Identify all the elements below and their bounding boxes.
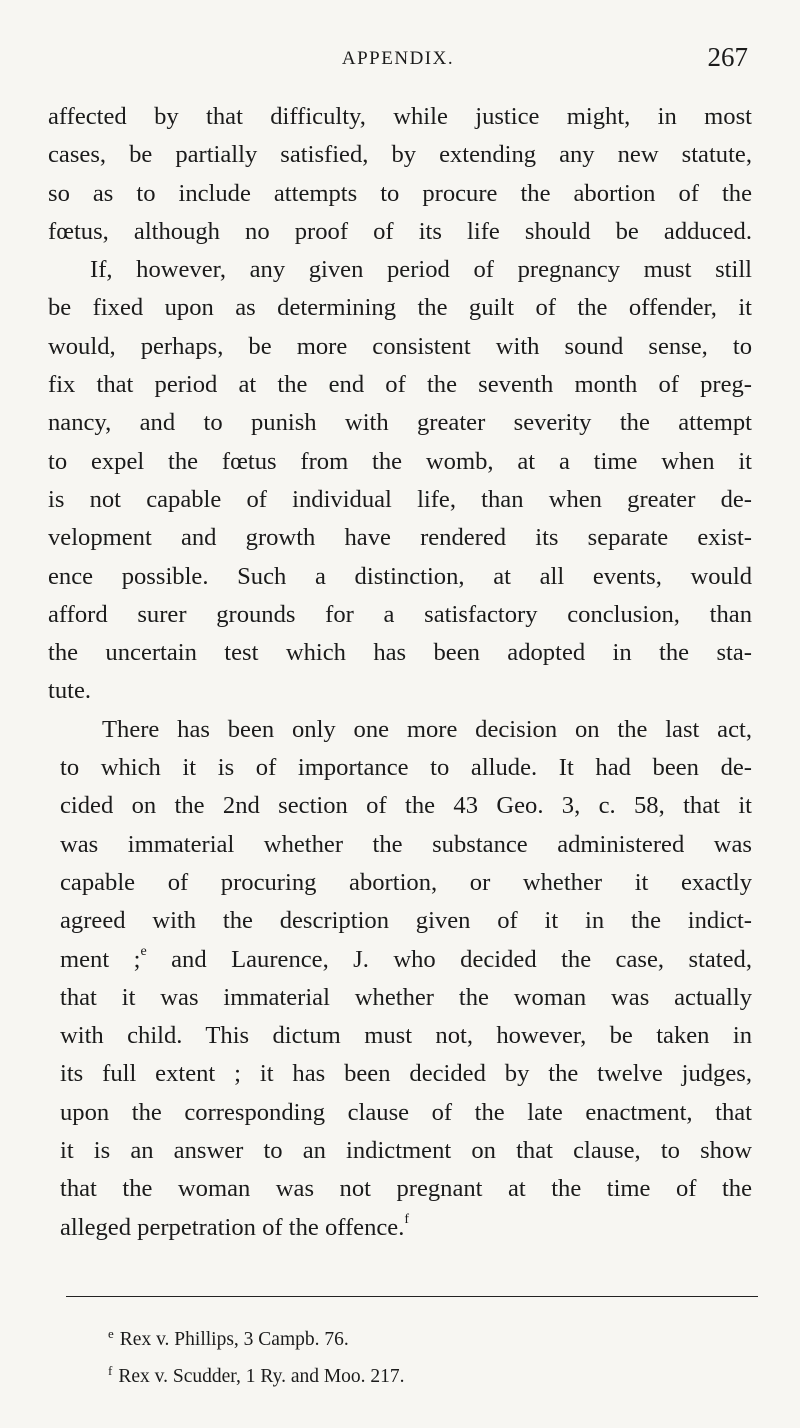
text-line: to which it is of importance to allude. It had been de- <box>60 754 752 782</box>
text-line: upon the corresponding clause of the late enactment, that <box>60 1098 752 1126</box>
text-line: its full extent ; it has been decided by the twelve judges, <box>60 1060 752 1088</box>
footnote-text: Rex v. Scudder, 1 Ry. and Moo. 217. <box>118 1366 405 1387</box>
footnotes <box>108 1322 708 1396</box>
page-header <box>48 42 748 82</box>
text-line: the uncertain test which has been adopted in the sta- <box>48 639 752 667</box>
text-line: that it was immaterial whether the woman was actually <box>60 983 752 1011</box>
text-line: would, perhaps, be more consistent with sound sense, to <box>48 332 752 360</box>
text-fragment: ment ; <box>60 945 141 973</box>
text-line: afford surer grounds for a satisfactory conclusion, than <box>48 600 752 628</box>
text-line: fix that period at the end of the seventh month of preg- <box>48 371 752 399</box>
footnote-e <box>108 1322 708 1359</box>
text-line: capable of procuring abortion, or whether it exactly <box>60 868 752 896</box>
text-line: ence possible. Such a distinction, at all events, would <box>48 562 752 590</box>
text-line: was immaterial whether the substance administered was <box>60 830 752 858</box>
footnote-mark: f <box>108 1363 113 1378</box>
footnote-divider <box>66 1296 758 1297</box>
text-line <box>60 1209 752 1247</box>
text-fragment: and Laurence, J. who decided the case, stated, <box>146 945 752 973</box>
text-line: fœtus, although no proof of its life should be adduced. <box>48 217 752 245</box>
text-line: nancy, and to punish with greater severity the attempt <box>48 409 752 437</box>
text-line: to expel the fœtus from the womb, at a time when it <box>48 447 752 475</box>
text-line: agreed with the description given of it in the indict- <box>60 907 752 935</box>
text-line: tute. <box>48 677 92 705</box>
text-line: affected by that difficulty, while justice might, in most <box>48 103 752 130</box>
paragraph-3 <box>60 711 752 1247</box>
text-line: If, however, any given period of pregnancy must still <box>90 256 752 284</box>
footnote-mark: e <box>108 1326 114 1341</box>
text-line: with child. This dictum must not, however, be taken in <box>60 1022 752 1050</box>
text-fragment: alleged perpetration of the offence. <box>60 1213 405 1241</box>
text-line: be fixed upon as determining the guilt of the offender, it <box>48 294 752 322</box>
text-line: is not capable of individual life, than when greater de- <box>48 485 752 513</box>
footnote-f <box>108 1359 708 1396</box>
text-line <box>60 941 752 979</box>
footnote-ref-e[interactable]: e <box>140 944 147 960</box>
footnote-ref-f[interactable]: f <box>404 1212 410 1228</box>
text-line: There has been only one more decision on the last act, <box>102 715 752 743</box>
paragraph-1 <box>48 98 752 251</box>
running-head: APPENDIX. <box>341 48 455 69</box>
paragraph-2 <box>48 251 752 711</box>
text-line: cided on the 2nd section of the 43 Geo. 3, c. 58, that it <box>60 792 752 820</box>
text-line: so as to include attempts to procure the abortion of the <box>48 179 752 207</box>
footnote-text: Rex v. Phillips, 3 Campb. 76. <box>119 1329 349 1350</box>
page-number: 267 <box>707 42 748 72</box>
text-line: that the woman was not pregnant at the time of the <box>60 1175 752 1203</box>
text-line: it is an answer to an indictment on that clause, to show <box>60 1137 752 1165</box>
text-line: cases, be partially satisfied, by extending any new statute, <box>48 141 752 169</box>
body-text <box>48 98 752 1247</box>
text-line: velopment and growth have rendered its separate exist- <box>48 524 752 552</box>
